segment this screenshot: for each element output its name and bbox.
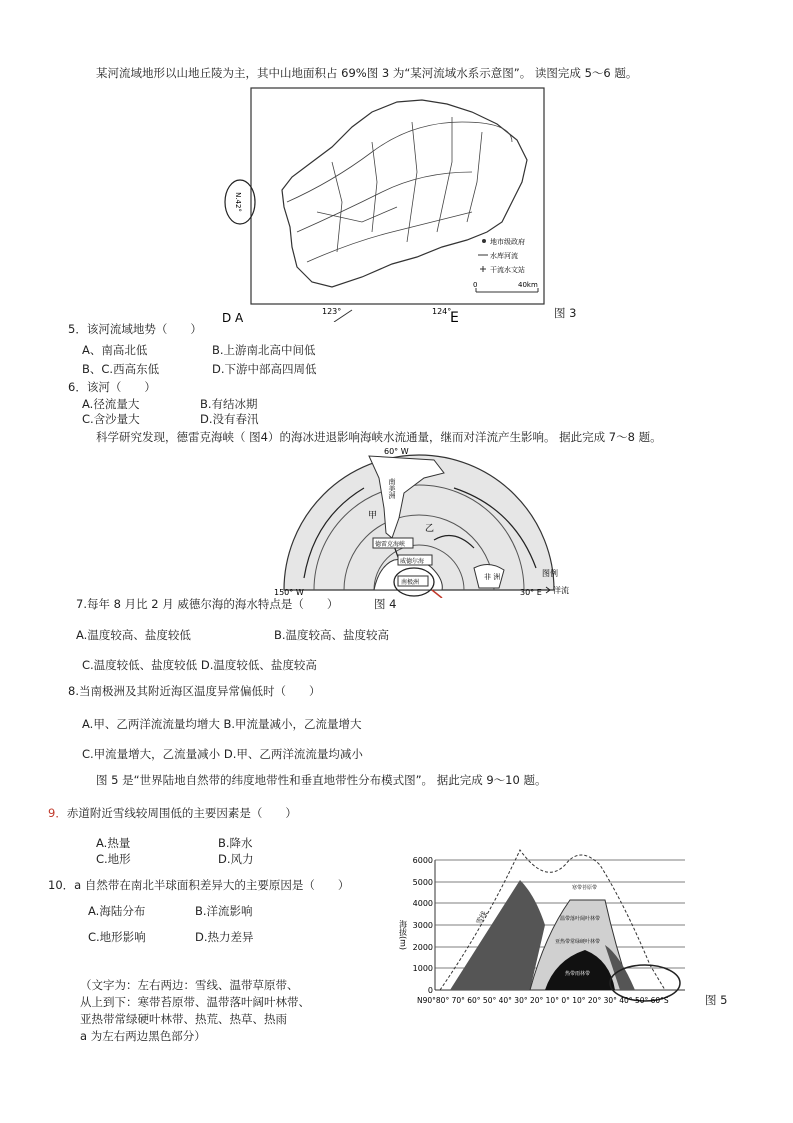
note-line-4: a 为左右两边黑色部分） xyxy=(80,1029,206,1043)
q8-options-ab: A.甲、乙两洋流流量均增大 B.甲流量减小，乙流量增大 xyxy=(82,717,362,731)
note-line-3: 亚热带常绿硬叶林带、热荒、热草、热雨 xyxy=(80,1012,287,1026)
q8-options-cd: C.甲流量增大，乙流量减小 D.甲、乙两洋流流量均减小 xyxy=(82,747,363,761)
q9-stem-text: 赤道附近雪线较周围低的主要因素是（ ） xyxy=(66,806,297,820)
zone-rainforest: 热带雨林带 xyxy=(565,971,591,977)
map1-mark-2: E xyxy=(450,310,459,322)
q7-option-b: B.温度较高、盐度较高 xyxy=(274,628,390,642)
label-weddell: 威德尔海 xyxy=(400,558,425,565)
map2-left-label: 150° W xyxy=(274,588,304,597)
q9-stem xyxy=(48,806,297,820)
q9-option-d: D.风力 xyxy=(218,852,254,866)
q6-stem: 6．该河（ ） xyxy=(68,380,156,394)
y-tick-3000: 3000 xyxy=(412,921,433,930)
intro-text-2: 科学研究发现，德雷克海峡（ 图4）的海冰进退影响海峡水流通量，继而对洋流产生影响。 据此完成 7～8 题。 xyxy=(96,430,662,444)
q10-stem: 10．a 自然带在南北半球面积差异大的主要原因是（ ） xyxy=(48,878,350,892)
q9-option-c: C.地形 xyxy=(96,852,131,866)
q5-stem: 5．该河流域地势（ ） xyxy=(68,322,202,336)
drake-passage-map xyxy=(274,448,584,598)
q6-option-b: B.有结冰期 xyxy=(200,397,258,411)
y-tick-1000: 1000 xyxy=(412,964,433,973)
map2-top-label: 60° W xyxy=(384,448,409,456)
q10-option-c: C.地形影响 xyxy=(88,930,146,944)
y-tick-4000: 4000 xyxy=(412,899,433,908)
y-tick-0: 0 xyxy=(427,986,433,995)
govt-icon xyxy=(482,239,486,243)
label-drake: 德雷克海峡 xyxy=(375,541,406,548)
label-jia: 甲 xyxy=(368,511,378,521)
snow-line-label: 雪线 xyxy=(474,909,489,926)
label-antarctica: 南极洲 xyxy=(401,579,420,586)
map2-right-label: 30° E xyxy=(520,588,542,597)
map1-lat-label: N.42° xyxy=(234,192,242,212)
label-south-america: 南美洲 xyxy=(388,478,396,499)
q6-option-c: C.含沙量大 xyxy=(82,412,140,426)
q7-option-a: A.温度较高、盐度较低 xyxy=(76,628,191,642)
map1-mark-1: D A xyxy=(222,311,244,322)
legend-river: 水库河流 xyxy=(490,252,518,260)
q9-option-a: A.热量 xyxy=(96,836,131,850)
intro-text-1: 某河流域地形以山地丘陵为主，其中山地面积占 69%图 3 为“某河流域水系示意图”。 读图完成 5～6 题。 xyxy=(96,66,638,80)
q5-option-c: B、C.西高东低 xyxy=(82,362,160,376)
altitude-zonation-diagram xyxy=(395,845,695,1010)
scale-40: 40km xyxy=(518,281,538,289)
fig4-caption: 图 4 xyxy=(374,597,397,611)
label-yi: 乙 xyxy=(425,524,435,534)
q8-stem: 8.当南极洲及其附近海区温度异常偏低时（ ） xyxy=(68,684,321,698)
y-tick-6000: 6000 xyxy=(412,856,433,865)
q6-option-d: D.没有春汛 xyxy=(200,412,259,426)
scale-0: 0 xyxy=(473,281,478,289)
q10-option-d: D.热力差异 xyxy=(195,930,254,944)
zone-tundra: 寒带苔原带 xyxy=(572,885,598,891)
zone-sclerophyll: 亚热带常绿硬叶林带 xyxy=(555,939,601,945)
river-basin-map xyxy=(222,82,562,322)
legend-station: 干流水文站 xyxy=(490,266,525,274)
q6-option-a: A.径流量大 xyxy=(82,397,140,411)
fig5-caption: 图 5 xyxy=(705,993,728,1007)
q10-option-a: A.海陆分布 xyxy=(88,904,146,918)
q7-options-cd: C.温度较低、盐度较低 D.温度较低、盐度较高 xyxy=(82,658,317,672)
zone-deciduous: 温带落叶阔叶林带 xyxy=(560,916,601,922)
label-africa: 非 洲 xyxy=(484,573,501,581)
q9-number: 9． xyxy=(48,806,67,820)
note-line-2: 从上到下：寒带苔原带、温带落叶阔叶林带、 xyxy=(80,995,310,1009)
intro-text-3: 图 5 是“世界陆地自然带的纬度地带性和垂直地带性分布模式图”。 据此完成 9～10 题。 xyxy=(96,773,547,787)
x-axis-ticks: N90°80° 70° 60° 50° 40° 30° 20° 10° 0° 10° 20° 30° 40° 50° 60°S xyxy=(417,996,669,1005)
y-tick-5000: 5000 xyxy=(412,878,433,887)
q5-option-d: D.下游中部高四周低 xyxy=(212,362,317,376)
q5-option-a: A、南高北低 xyxy=(82,343,148,357)
note-line-1: （文字为：左右两边：雪线、温带草原带、 xyxy=(80,978,299,992)
map1-lon-2: 124° xyxy=(432,307,452,316)
map2-legend-title: 图例 xyxy=(542,569,558,578)
q7-stem: 7.每年 8 月比 2 月 威德尔海的海水特点是（ ） xyxy=(76,597,339,611)
map1-lon-1: 123° xyxy=(322,307,342,316)
map2-legend-item: 洋流 xyxy=(553,586,569,595)
y-tick-2000: 2000 xyxy=(412,943,433,952)
q5-option-b: B.上游南北高中间低 xyxy=(212,343,316,357)
fig3-caption: 图 3 xyxy=(554,306,577,320)
legend-govt: 地市级政府 xyxy=(490,238,525,246)
q9-option-b: B.降水 xyxy=(218,836,253,850)
q10-option-b: B.洋流影响 xyxy=(195,904,253,918)
zone-a-left xyxy=(450,880,545,990)
y-axis-label: 海拔(m) xyxy=(398,920,408,951)
